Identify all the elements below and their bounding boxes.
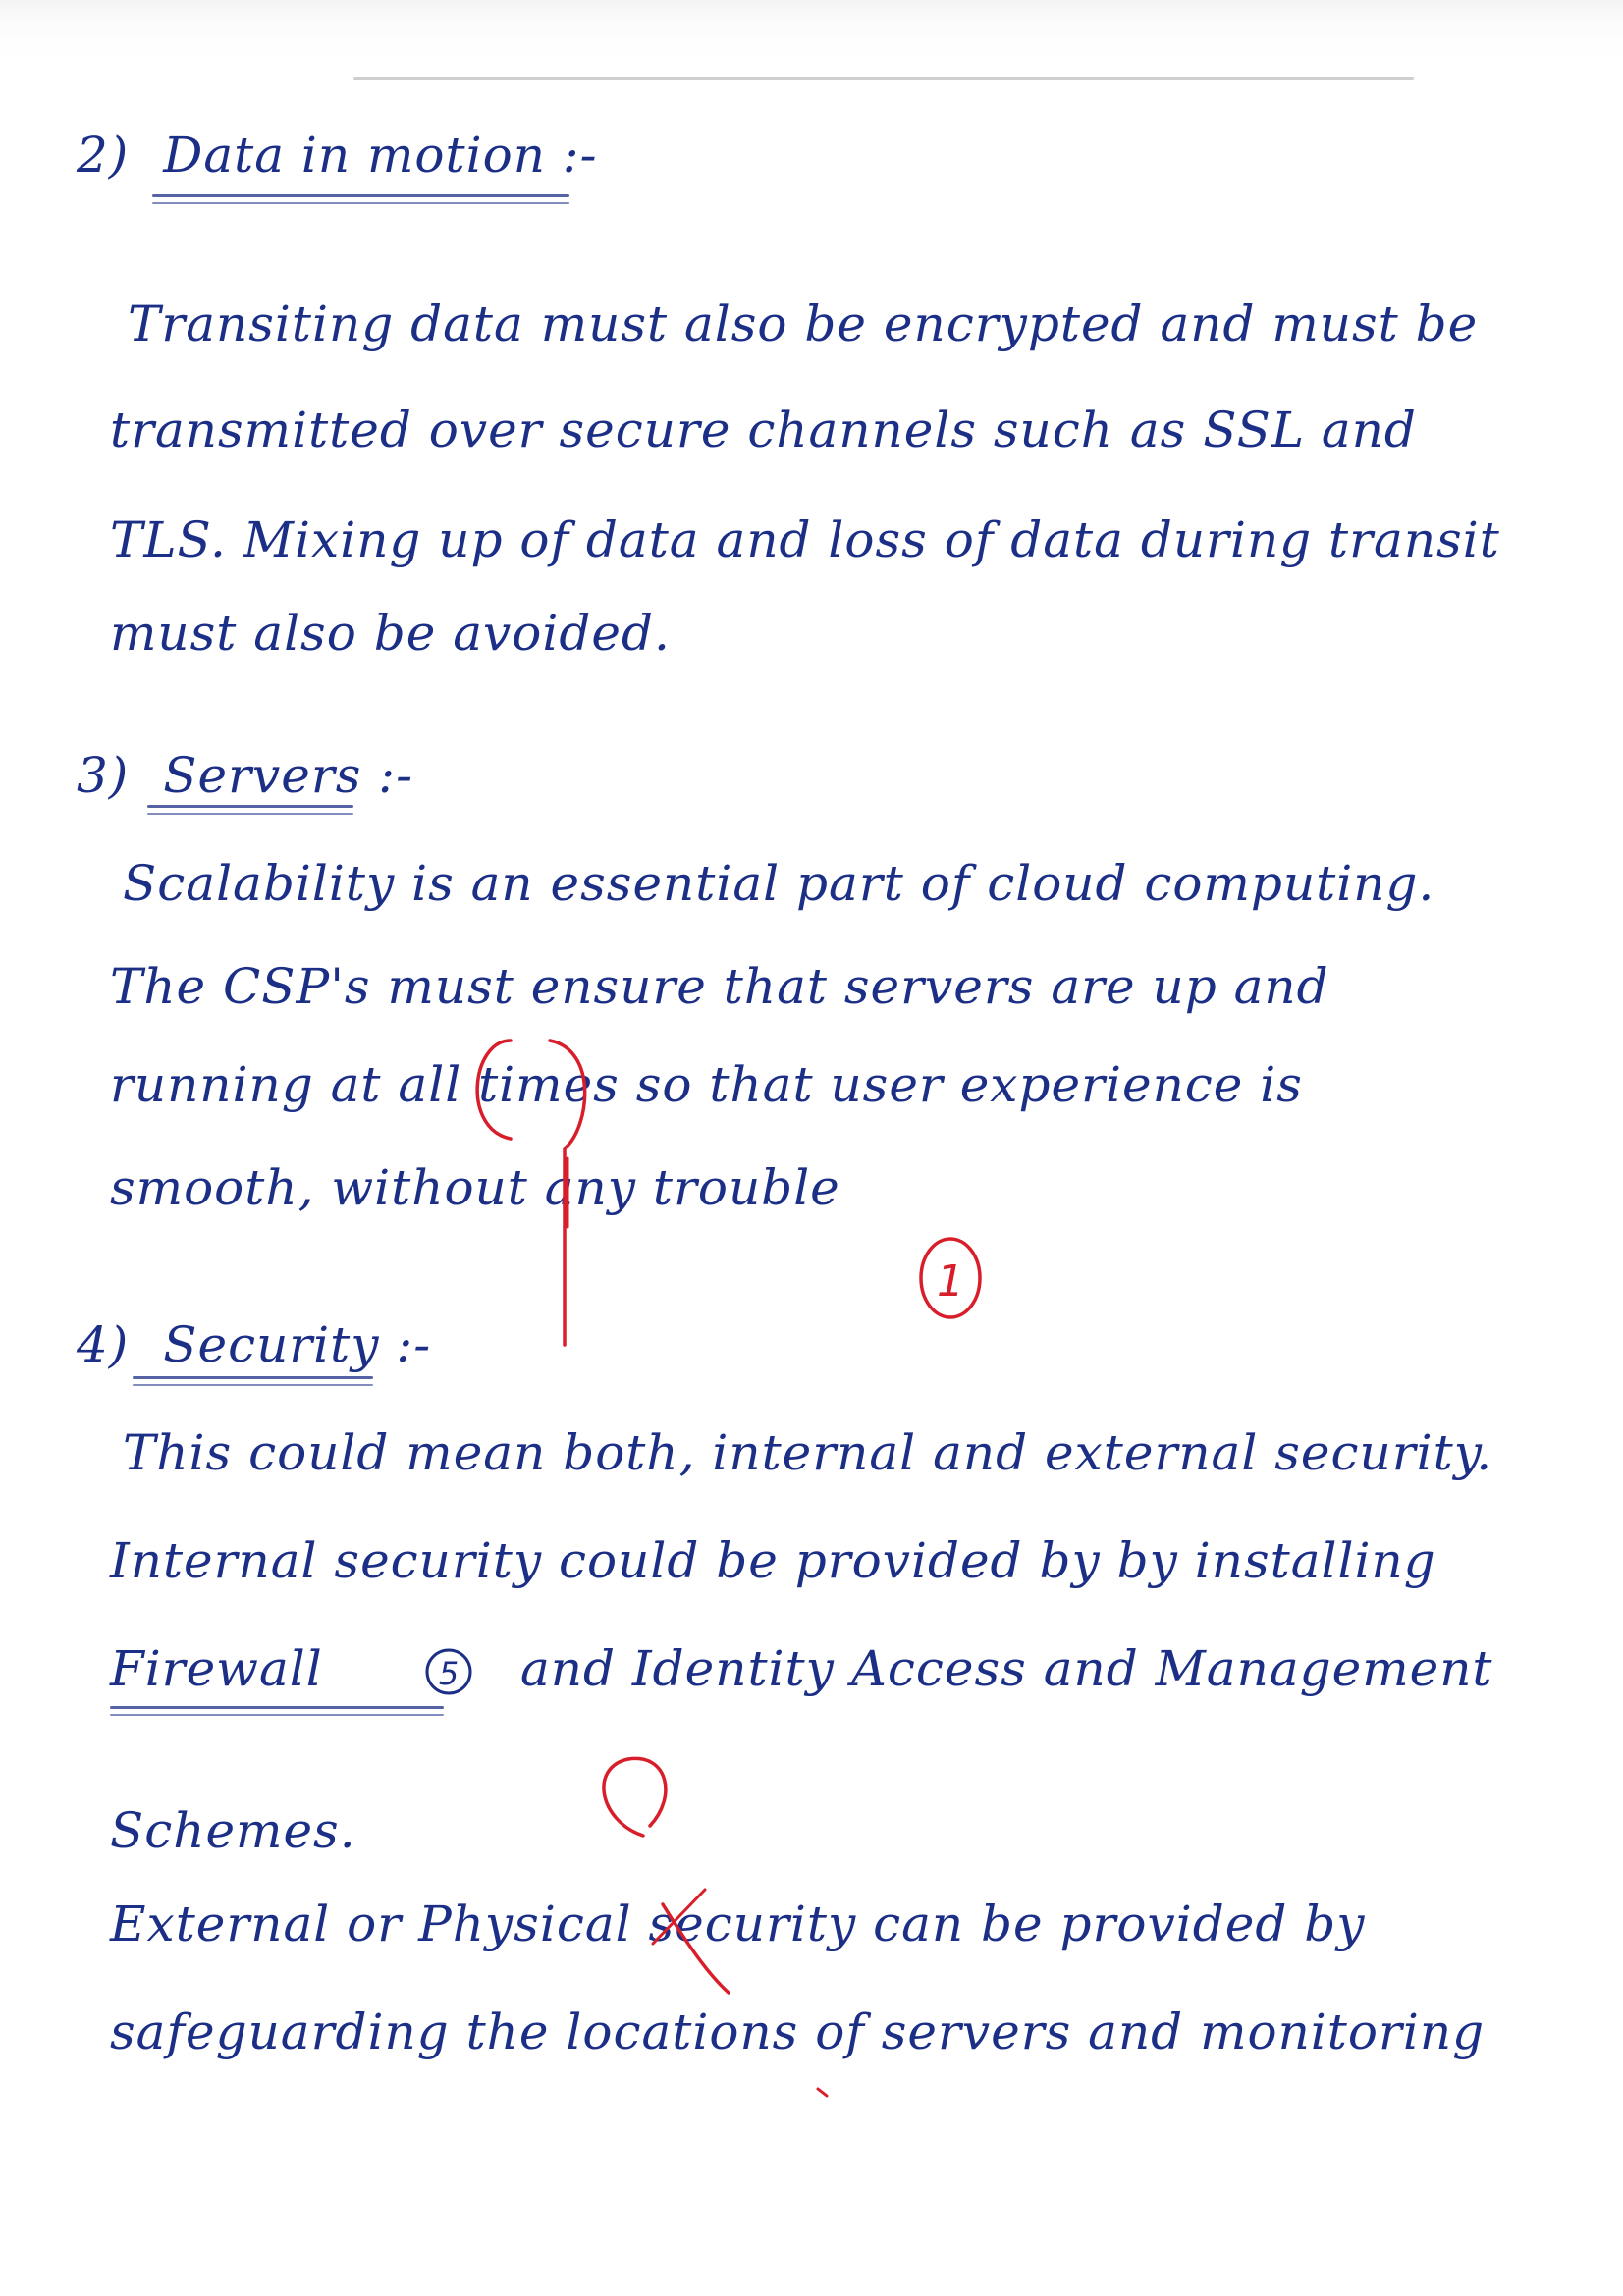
- section-3-line-4: smooth, without any trouble: [110, 1159, 840, 1216]
- page-top-edge: [353, 77, 1414, 80]
- section-4-title: Security :-: [163, 1316, 432, 1373]
- section-3-line-3: running at all times so that user experience is: [110, 1056, 1303, 1113]
- section-3-title-underline-2: [147, 813, 353, 815]
- section-4-title-underline-2: [133, 1384, 373, 1386]
- section-4-line-6: safeguarding the locations of servers and monitoring: [110, 2003, 1486, 2060]
- section-4-heading: [77, 1315, 431, 1374]
- section-3-line-2: The CSP's must ensure that servers are up and: [110, 958, 1329, 1015]
- section-2-line-4: must also be avoided.: [110, 605, 671, 662]
- section-2-line-1: Transiting data must also be encrypted and must be: [128, 295, 1479, 352]
- score-mark-1-text: 1: [937, 1256, 964, 1307]
- section-4-line-5: External or Physical security can be provided by: [110, 1896, 1366, 1952]
- section-3-heading: [77, 746, 413, 805]
- section-3-number: 3): [77, 747, 130, 804]
- section-4-line-4: Schemes.: [110, 1802, 356, 1859]
- section-3-title: Servers :-: [163, 747, 414, 804]
- circled-5-text: 5: [438, 1655, 460, 1692]
- section-3-title-underline: [147, 805, 353, 808]
- section-3-line-1: Scalability is an essential part of cloud computing.: [123, 855, 1435, 912]
- section-2-line-3: TLS. Mixing up of data and loss of data during transit: [110, 511, 1500, 568]
- section-2-title: Data in motion :-: [163, 127, 598, 184]
- section-2-title-underline-2: [152, 202, 569, 204]
- section-2-number: 2): [77, 127, 130, 184]
- section-2-line-2: transmitted over secure channels such as SSL and: [110, 401, 1417, 458]
- firewall-underline-2: [110, 1714, 444, 1716]
- section-4-line-3-rest: and Identity Access and Management: [520, 1640, 1493, 1697]
- section-2-title-underline: [152, 194, 569, 197]
- firewall-underline: [110, 1706, 444, 1709]
- section-4-number: 4): [77, 1316, 130, 1373]
- section-4-line-2: Internal security could be provided by by installing: [110, 1532, 1436, 1589]
- section-2-heading: [77, 126, 598, 185]
- section-4-title-underline: [133, 1376, 373, 1379]
- section-4-line-1: This could mean both, internal and external security.: [123, 1424, 1493, 1481]
- section-4-line-3-firewall: Firewall: [110, 1640, 323, 1697]
